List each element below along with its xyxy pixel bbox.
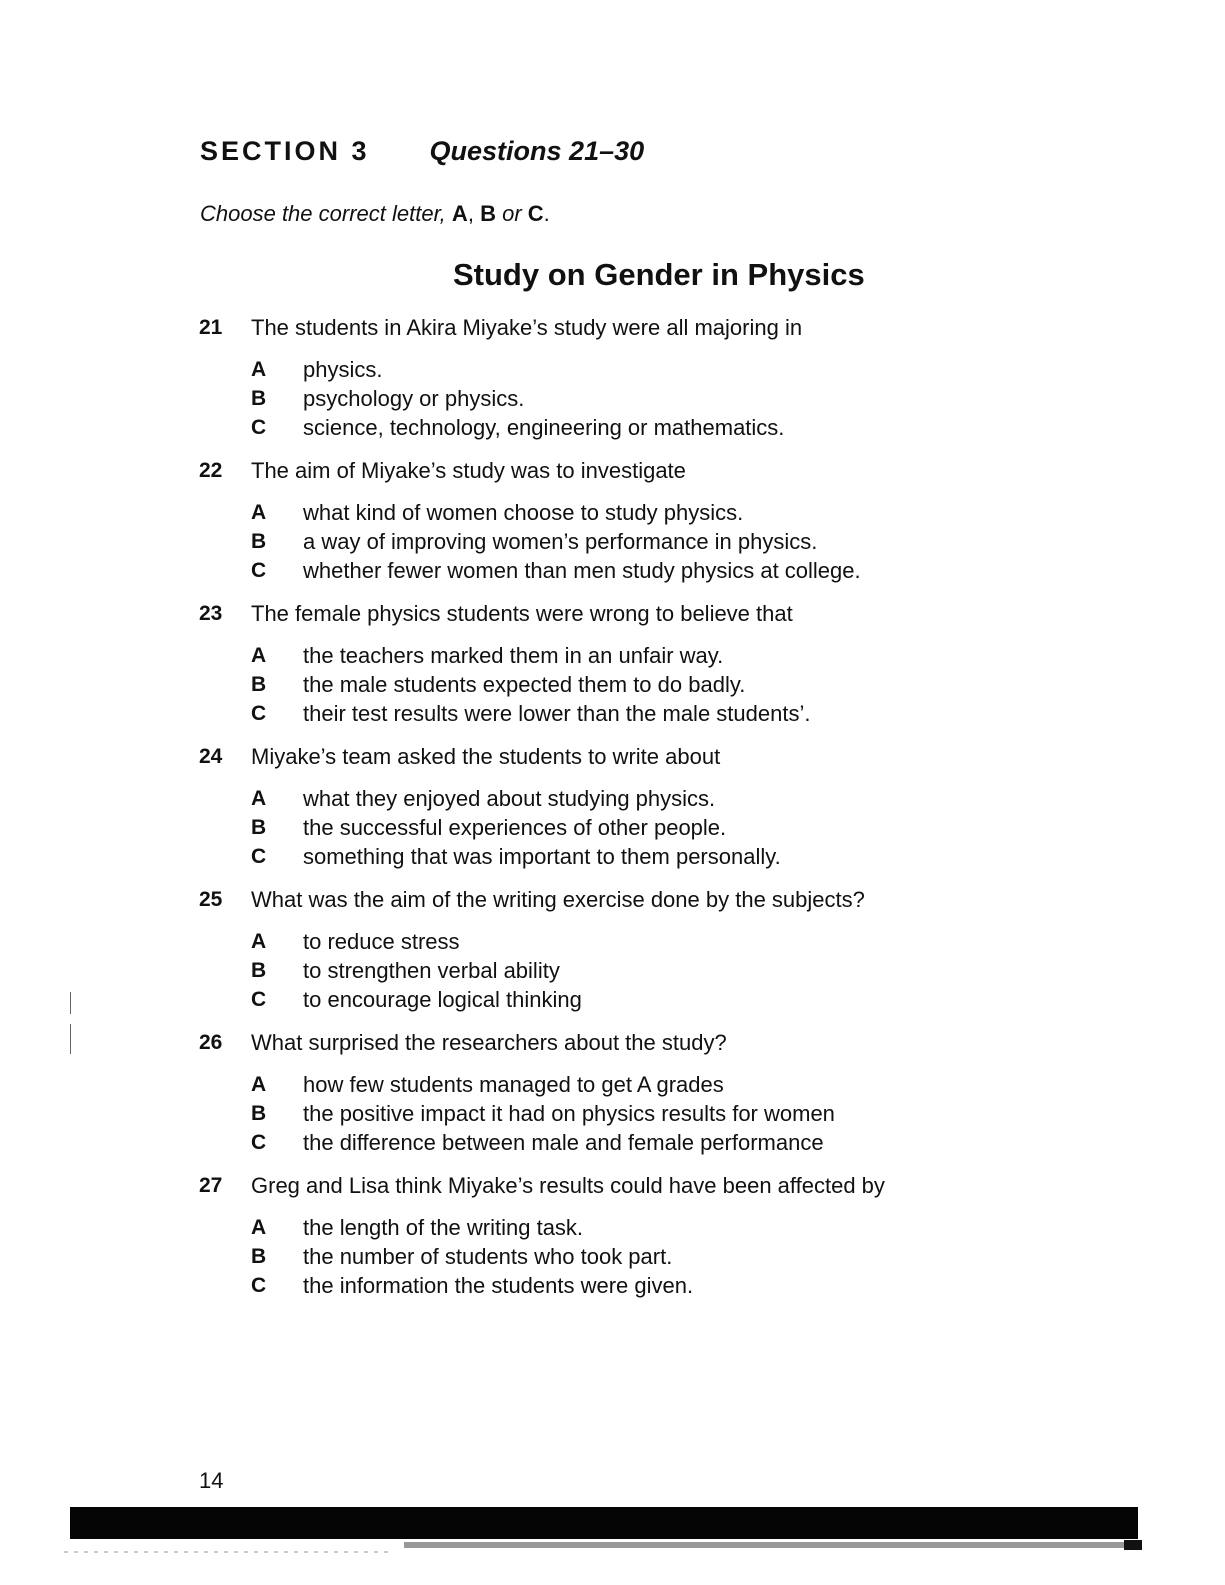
option-letter: C — [251, 558, 267, 582]
question-number: 24 — [199, 745, 223, 768]
option-text: whether fewer women than men study physics at college. — [303, 557, 861, 583]
question-stem — [199, 883, 1099, 917]
option-letter: A — [251, 1072, 267, 1096]
option-text: the length of the writing task. — [303, 1214, 584, 1240]
option-letter: B — [251, 1101, 267, 1125]
option-text: psychology or physics. — [303, 385, 525, 411]
question-stem — [199, 311, 1099, 345]
option-text: what kind of women choose to study physics. — [303, 499, 744, 525]
option-b — [251, 1242, 1099, 1271]
question-25 — [199, 883, 1099, 1014]
option-text: the teachers marked them in an unfair way. — [303, 642, 724, 668]
option-letter: C — [251, 987, 267, 1011]
option-letter: B — [251, 386, 267, 410]
question-text: What was the aim of the writing exercise done by the subjects? — [251, 887, 865, 912]
question-26 — [199, 1026, 1099, 1157]
option-letter: C — [251, 701, 267, 725]
option-a — [251, 784, 1099, 813]
instruction-letter-b: B — [480, 201, 496, 226]
questions-range: Questions 21–30 — [429, 136, 645, 166]
option-letter: C — [251, 415, 267, 439]
option-list — [251, 498, 1099, 585]
section-label: SECTION 3 — [200, 136, 370, 166]
option-text: physics. — [303, 356, 383, 382]
option-letter: A — [251, 929, 267, 953]
option-text: to strengthen verbal ability — [303, 957, 560, 983]
option-letter: B — [251, 529, 267, 553]
option-c — [251, 413, 1099, 442]
option-text: their test results were lower than the male students’. — [303, 700, 811, 726]
question-number: 22 — [199, 459, 223, 482]
question-27 — [199, 1169, 1099, 1300]
option-text: a way of improving women’s performance in physics. — [303, 528, 818, 554]
question-text: What surprised the researchers about the study? — [251, 1030, 727, 1055]
option-a — [251, 1213, 1099, 1242]
option-letter: B — [251, 1244, 267, 1268]
instruction-prefix: Choose the correct letter, — [200, 201, 446, 226]
question-number: 27 — [199, 1174, 223, 1197]
question-text: Greg and Lisa think Miyake’s results could have been affected by — [251, 1173, 885, 1198]
option-b — [251, 527, 1099, 556]
option-list — [251, 1213, 1099, 1300]
option-b — [251, 956, 1099, 985]
option-letter: C — [251, 1273, 267, 1297]
option-letter: A — [251, 786, 267, 810]
option-letter: C — [251, 1130, 267, 1154]
option-text: the number of students who took part. — [303, 1243, 673, 1269]
option-text: to encourage logical thinking — [303, 986, 582, 1012]
option-list — [251, 927, 1099, 1014]
question-text: The aim of Miyake’s study was to investigate — [251, 458, 686, 483]
option-letter: B — [251, 958, 267, 982]
question-number: 23 — [199, 602, 223, 625]
page-number: 14 — [199, 1468, 224, 1493]
instruction-letter-a: A — [451, 201, 468, 226]
option-list — [251, 784, 1099, 871]
option-text: the positive impact it had on physics results for women — [303, 1100, 835, 1126]
option-letter: B — [251, 815, 267, 839]
page-title: Study on Gender in Physics — [453, 257, 865, 292]
question-21 — [199, 311, 1099, 442]
option-a — [251, 1070, 1099, 1099]
question-23 — [199, 597, 1099, 728]
question-stem — [199, 740, 1099, 774]
question-text: The students in Akira Miyake’s study were all majoring in — [251, 315, 803, 340]
section-heading — [200, 136, 644, 167]
option-c — [251, 842, 1099, 871]
option-list — [251, 641, 1099, 728]
option-letter: A — [251, 357, 267, 381]
option-text: the successful experiences of other people. — [303, 814, 727, 840]
question-stem — [199, 1169, 1099, 1203]
option-a — [251, 498, 1099, 527]
option-b — [251, 670, 1099, 699]
option-text: science, technology, engineering or mathematics. — [303, 414, 785, 440]
option-text: how few students managed to get A grades — [303, 1071, 724, 1097]
option-b — [251, 1099, 1099, 1128]
option-c — [251, 1128, 1099, 1157]
instruction — [200, 201, 550, 227]
scan-margin-mark — [70, 992, 71, 1014]
option-list — [251, 355, 1099, 442]
question-text: Miyake’s team asked the students to write about — [251, 744, 721, 769]
question-stem — [199, 1026, 1099, 1060]
instruction-comma: , — [467, 201, 474, 226]
question-list — [199, 311, 1099, 1312]
option-letter: B — [251, 672, 267, 696]
option-text: the difference between male and female performance — [303, 1129, 824, 1155]
option-text: the information the students were given. — [303, 1272, 694, 1298]
option-letter: C — [251, 844, 267, 868]
option-b — [251, 384, 1099, 413]
question-number: 26 — [199, 1031, 223, 1054]
question-stem — [199, 597, 1099, 631]
scan-noise-strip — [64, 1540, 1142, 1554]
question-number: 25 — [199, 888, 223, 911]
option-a — [251, 927, 1099, 956]
instruction-or: or — [502, 201, 522, 226]
option-c — [251, 699, 1099, 728]
question-24 — [199, 740, 1099, 871]
option-text: to reduce stress — [303, 928, 460, 954]
scan-footer-bar — [70, 1507, 1138, 1539]
option-text: something that was important to them personally. — [303, 843, 781, 869]
option-c — [251, 985, 1099, 1014]
option-text: the male students expected them to do badly. — [303, 671, 746, 697]
option-list — [251, 1070, 1099, 1157]
option-c — [251, 1271, 1099, 1300]
question-number: 21 — [199, 316, 223, 339]
option-a — [251, 355, 1099, 384]
instruction-letter-c: C — [527, 201, 544, 226]
question-22 — [199, 454, 1099, 585]
option-c — [251, 556, 1099, 585]
question-stem — [199, 454, 1099, 488]
option-letter: A — [251, 500, 267, 524]
option-text: what they enjoyed about studying physics. — [303, 785, 716, 811]
option-letter: A — [251, 1215, 267, 1239]
option-b — [251, 813, 1099, 842]
question-text: The female physics students were wrong to believe that — [251, 601, 793, 626]
option-letter: A — [251, 643, 267, 667]
instruction-period: . — [543, 201, 550, 226]
option-a — [251, 641, 1099, 670]
scan-margin-mark — [70, 1024, 71, 1054]
